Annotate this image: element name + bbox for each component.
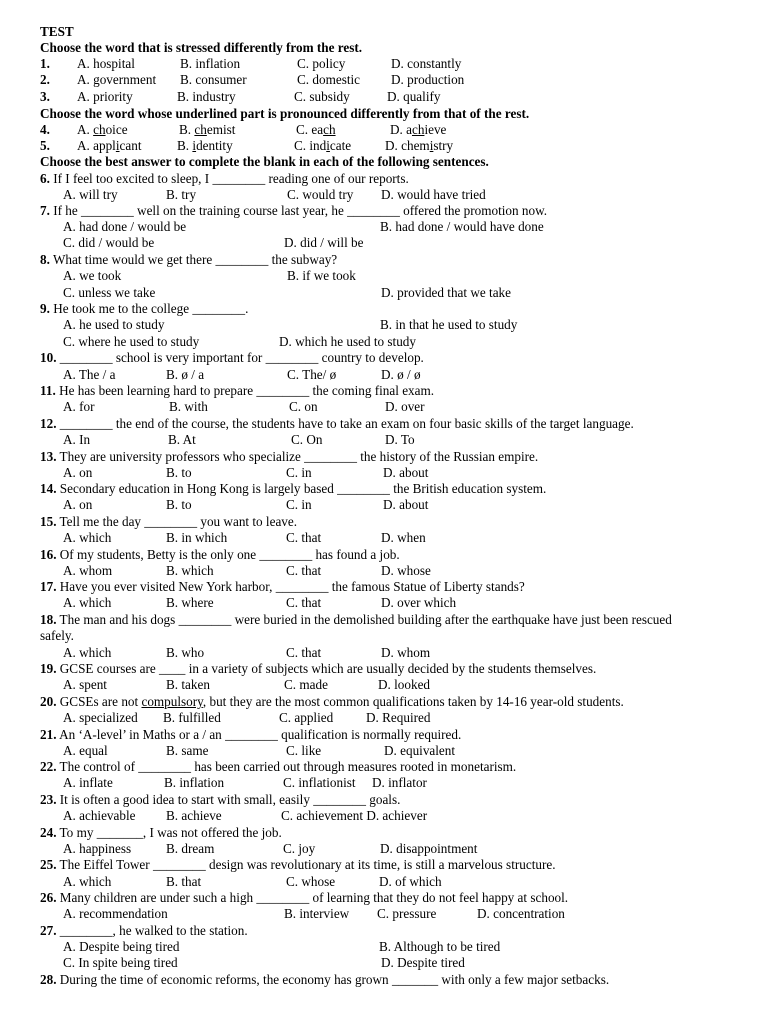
option-b: B. to <box>166 497 192 512</box>
option-c: C. would try <box>287 187 354 202</box>
option-c: C. in <box>286 497 312 512</box>
option-a: A. choice <box>77 122 128 137</box>
option-a: A. recommendation <box>63 906 168 921</box>
option-a: A. will try <box>63 187 118 202</box>
question-stem: 11. He has been learning hard to prepare ________ the coming final exam. <box>40 383 435 398</box>
option-d: D. over which <box>381 595 457 610</box>
option-b: B. which <box>166 563 214 578</box>
option-a: A. inflate <box>63 775 113 790</box>
question-stem: 12. ________ the end of the course, the students have to take an exam on four basic skills of the target language. <box>40 416 634 431</box>
option-d: D. about <box>383 497 429 512</box>
option-b: B. had done / would have done <box>380 219 544 234</box>
underlined-sound: ch <box>93 122 106 137</box>
option-d: D. constantly <box>391 56 462 71</box>
option-c: C. indicate <box>294 138 352 153</box>
option-d: D. concentration <box>477 906 565 921</box>
option-d: D. of which <box>379 874 442 889</box>
option-b: B. inflation <box>180 56 241 71</box>
option-a: A. specialized <box>63 710 138 725</box>
question-number: 2. <box>40 72 50 87</box>
option-d: D. disappointment <box>380 841 478 856</box>
instruction-stress: Choose the word that is stressed differently from the rest. <box>40 40 363 55</box>
question-stem: 26. Many children are under such a high ________ of learning that they do not feel happy at school. <box>40 890 569 905</box>
option-d: D. did / will be <box>284 235 364 250</box>
option-b: B. in that he used to study <box>380 317 518 332</box>
underlined-sound: i <box>115 138 120 153</box>
option-a: A. which <box>63 530 112 545</box>
option-b: B. chemist <box>179 122 236 137</box>
option-d: D. which he used to study <box>279 334 416 349</box>
option-b: B. to <box>166 465 192 480</box>
underlined-sound: i <box>192 138 197 153</box>
option-b: B. that <box>166 874 202 889</box>
option-a: A. for <box>63 399 95 414</box>
option-d: D. would have tried <box>381 187 486 202</box>
option-b: B. dream <box>166 841 215 856</box>
option-b: B. if we took <box>287 268 356 283</box>
option-b: B. achieve <box>166 808 222 823</box>
option-c: C. in <box>286 465 312 480</box>
option-c: C. domestic <box>297 72 361 87</box>
option-a: A. hospital <box>77 56 135 71</box>
option-a: A. achievable <box>63 808 136 823</box>
option-c: C. on <box>289 399 318 414</box>
question-stem: 16. Of my students, Betty is the only one ________ has found a job. <box>40 547 400 562</box>
option-b: B. who <box>166 645 205 660</box>
option-d: D. To <box>385 432 415 447</box>
option-b: B. fulfilled <box>163 710 221 725</box>
question-stem: 17. Have you ever visited New York harbor, ________ the famous Statue of Liberty stands? <box>40 579 525 594</box>
page-title: TEST <box>40 24 74 39</box>
question-number: 1. <box>40 56 50 71</box>
question-stem: 19. GCSE courses are ____ in a variety of subjects which are usually decided by the students themselves. <box>40 661 597 676</box>
question-stem: 6. If I feel too excited to sleep, I ________ reading one of our reports. <box>40 171 409 186</box>
underlined-sound: i <box>326 138 330 153</box>
option-b: B. with <box>169 399 208 414</box>
option-d: D. achieve <box>390 122 447 137</box>
question-number: 3. <box>40 89 50 104</box>
option-a: A. he used to study <box>63 317 165 332</box>
option-c: C. that <box>286 645 322 660</box>
underlined-sound: i <box>429 138 434 153</box>
option-b: B. consumer <box>180 72 247 87</box>
question-stem: 8. What time would we get there ________ the subway? <box>40 252 338 267</box>
question-stem: 24. To my _______, I was not offered the job. <box>40 825 282 840</box>
option-c: C. that <box>286 563 322 578</box>
option-a: A. which <box>63 595 112 610</box>
question-stem: 21. An ‘A-level’ in Maths or a / an ________ qualification is normally required. <box>40 727 462 742</box>
question-stem: 28. During the time of economic reforms, the economy has grown _______ with only a few major setbacks. <box>40 972 610 987</box>
option-c: C. whose <box>286 874 336 889</box>
question-stem: 9. He took me to the college ________. <box>40 301 249 316</box>
option-b: B. industry <box>177 89 236 104</box>
option-d: D. when <box>381 530 426 545</box>
option-c: C. that <box>286 595 322 610</box>
option-a: A. on <box>63 497 93 512</box>
instruction-completion: Choose the best answer to complete the blank in each of the following sentences. <box>40 154 489 169</box>
option-a: A. whom <box>63 563 113 578</box>
option-c: C. like <box>286 743 322 758</box>
option-c: C. The/ ø <box>287 367 337 382</box>
option-c: C. policy <box>297 56 346 71</box>
option-b: B. ø / a <box>166 367 205 382</box>
question-stem: 18. The man and his dogs ________ were buried in the demolished building after the earthquake have just been rescued <box>40 612 672 627</box>
option-c: C. applied <box>279 710 334 725</box>
option-c: C. pressure <box>377 906 437 921</box>
option-d: D. over <box>385 399 425 414</box>
option-b: B. At <box>168 432 196 447</box>
option-c: C. each <box>296 122 336 137</box>
option-a: A. In <box>63 432 91 447</box>
option-a: A. we took <box>63 268 122 283</box>
option-b: B. identity <box>177 138 233 153</box>
option-a: A. happiness <box>63 841 132 856</box>
option-d: D. qualify <box>387 89 441 104</box>
option-d: D. about <box>383 465 429 480</box>
option-d: D. chemistry <box>385 138 454 153</box>
option-a: A. spent <box>63 677 107 692</box>
option-a: A. equal <box>63 743 108 758</box>
underlined-word: compulsory <box>141 694 203 709</box>
underlined-sound: ch <box>323 122 336 137</box>
option-c: C. where he used to study <box>63 334 200 349</box>
option-b: B. Although to be tired <box>379 939 501 954</box>
option-b: B. inflation <box>164 775 225 790</box>
question-stem: 27. ________, he walked to the station. <box>40 923 248 938</box>
option-a: A. applicant <box>77 138 142 153</box>
question-stem-continued: safely. <box>40 628 74 643</box>
underlined-sound: ch <box>194 122 207 137</box>
option-b: B. taken <box>166 677 210 692</box>
option-a: A. which <box>63 645 112 660</box>
option-b: B. in which <box>166 530 228 545</box>
option-d: D. whose <box>381 563 431 578</box>
option-d: D. equivalent <box>384 743 456 758</box>
option-a: A. which <box>63 874 112 889</box>
question-stem: 7. If he ________ well on the training course last year, he ________ offered the promotion now. <box>40 203 548 218</box>
option-c: C. joy <box>283 841 316 856</box>
option-d: D. Required <box>366 710 431 725</box>
question-stem: 22. The control of ________ has been carried out through measures rooted in monetarism. <box>40 759 517 774</box>
option-a: A. priority <box>77 89 133 104</box>
option-c: C. that <box>286 530 322 545</box>
option-d: D. production <box>391 72 465 87</box>
option-d: D. provided that we take <box>381 285 512 300</box>
option-a: A. on <box>63 465 93 480</box>
underlined-sound: ch <box>411 122 425 137</box>
question-stem: 20. GCSEs are not compulsory, but they are the most common qualifications taken by 14-16 year-old students. <box>40 694 624 709</box>
option-a: A. Despite being tired <box>63 939 180 954</box>
option-c: C. In spite being tired <box>63 955 178 970</box>
instruction-pronunciation: Choose the word whose underlined part is pronounced differently from that of the rest. <box>40 106 530 121</box>
option-c: C. On <box>291 432 323 447</box>
question-stem: 10. ________ school is very important for ________ country to develop. <box>40 350 424 365</box>
option-b: B. where <box>166 595 214 610</box>
question-number: 5. <box>40 138 50 153</box>
option-d: D. ø / ø <box>381 367 421 382</box>
question-number: 4. <box>40 122 50 137</box>
option-a: A. The / a <box>63 367 116 382</box>
option-cd: C. achievement D. achiever <box>281 808 428 823</box>
question-stem: 23. It is often a good idea to start with small, easily ________ goals. <box>40 792 401 807</box>
option-c: C. did / would be <box>63 235 155 250</box>
option-c: C. subsidy <box>294 89 350 104</box>
option-b: B. try <box>166 187 197 202</box>
option-b: B. same <box>166 743 209 758</box>
question-stem: 13. They are university professors who specialize ________ the history of the Russian empire. <box>40 449 539 464</box>
option-d: D. inflator <box>372 775 427 790</box>
option-c: C. inflationist <box>283 775 356 790</box>
option-d: D. looked <box>378 677 431 692</box>
question-stem: 15. Tell me the day ________ you want to leave. <box>40 514 298 529</box>
option-d: D. Despite tired <box>381 955 465 970</box>
option-c: C. unless we take <box>63 285 156 300</box>
option-d: D. whom <box>381 645 431 660</box>
question-stem: 25. The Eiffel Tower ________ design was revolutionary at its time, is still a marvelous structure. <box>40 857 556 872</box>
question-stem: 14. Secondary education in Hong Kong is largely based ________ the British education system. <box>40 481 547 496</box>
option-c: C. made <box>284 677 328 692</box>
option-a: A. government <box>77 72 157 87</box>
option-b: B. interview <box>284 906 350 921</box>
option-a: A. had done / would be <box>63 219 187 234</box>
